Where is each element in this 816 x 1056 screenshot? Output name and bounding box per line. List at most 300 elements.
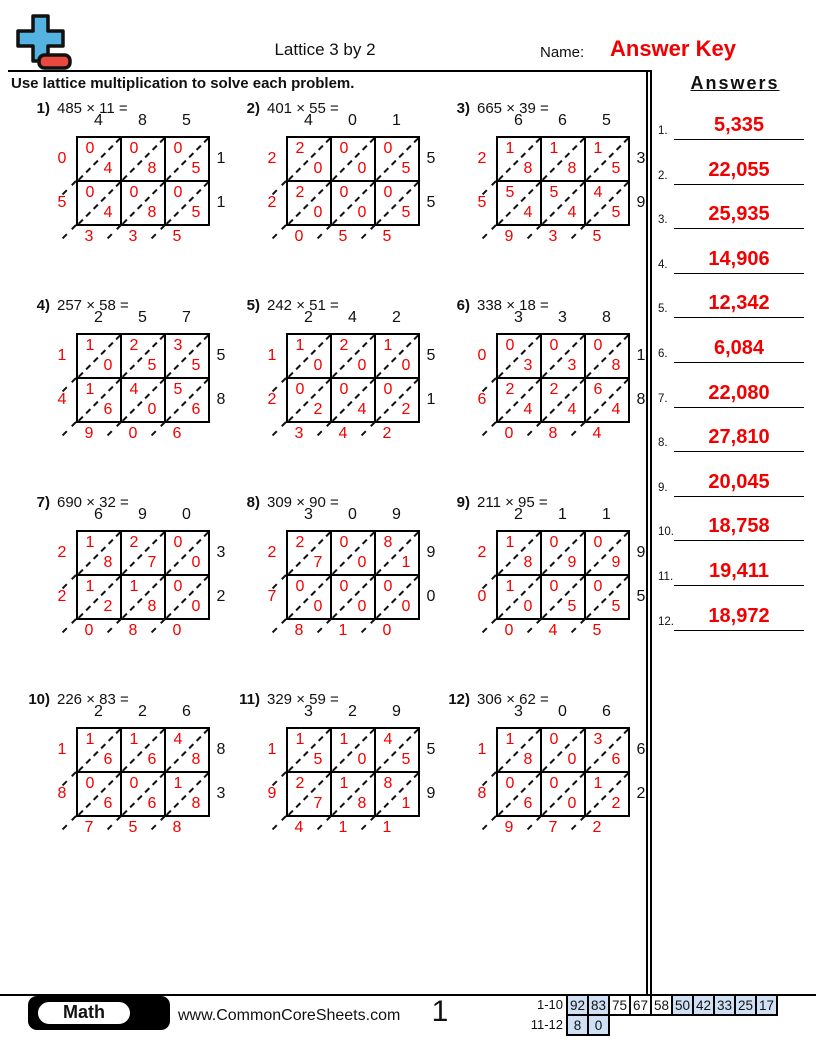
multiplier-digit: 3 (636, 149, 646, 167)
multiplicand-digit: 9 (138, 506, 147, 523)
answer-underline (674, 630, 804, 631)
cell-units-digit: 8 (147, 598, 157, 615)
lattice-cell (375, 181, 419, 225)
multiplicand-digit: 1 (392, 112, 401, 129)
problem-number: 11) (239, 691, 260, 708)
problem-expression: 257 × 58 = (57, 297, 129, 314)
cell-units-digit: 8 (357, 795, 367, 812)
cell-tens-digit: 0 (129, 140, 139, 157)
answer-item (656, 192, 814, 229)
score-value-cell: 75 (608, 994, 631, 1016)
multiplier-digit: 9 (426, 543, 436, 561)
sum-bottom-digit: 6 (172, 425, 182, 442)
answer-item (656, 594, 814, 631)
cell-tens-digit: 4 (129, 381, 139, 398)
problem-expression: 485 × 11 = (57, 100, 128, 117)
cell-units-digit: 5 (191, 357, 201, 374)
cell-units-digit: 0 (357, 598, 367, 615)
multiplicand-digit: 0 (348, 112, 357, 129)
multiplicand-digit: 3 (558, 309, 567, 326)
cell-tens-digit: 2 (295, 140, 305, 157)
lattice-cell (165, 575, 209, 619)
answer-underline (674, 585, 804, 586)
cell-units-digit: 8 (103, 554, 113, 571)
lattice-cell (375, 531, 419, 575)
lattice-cell (497, 728, 541, 772)
problem-9 (440, 494, 656, 644)
sum-bottom-digit: 1 (338, 819, 348, 836)
multiplier-digit: 5 (426, 346, 436, 364)
answer-value: 18,972 (708, 604, 770, 627)
lattice-cell (375, 575, 419, 619)
multiplicand-digit: 5 (138, 309, 147, 326)
multiplicand-digit: 6 (514, 112, 523, 129)
lattice-grid (496, 530, 630, 620)
cell-units-digit: 0 (103, 357, 113, 374)
score-row (528, 1014, 778, 1036)
lattice-cell (77, 181, 121, 225)
lattice-cell (585, 378, 629, 422)
lattice-cell (585, 334, 629, 378)
cell-tens-digit: 1 (295, 731, 305, 748)
multiplicand-digit: 0 (348, 506, 357, 523)
cell-units-digit: 8 (191, 751, 201, 768)
cell-units-digit: 1 (401, 554, 411, 571)
lattice-cell (77, 772, 121, 816)
cell-tens-digit: 0 (383, 381, 393, 398)
cell-units-digit: 5 (401, 751, 411, 768)
problem-expression: 690 × 32 = (57, 494, 129, 511)
cell-tens-digit: 1 (85, 337, 95, 354)
sum-bottom-digit: 0 (504, 425, 514, 442)
cell-units-digit: 6 (147, 795, 157, 812)
sum-left-digit: 2 (267, 390, 277, 408)
cell-units-digit: 8 (523, 751, 533, 768)
answer-underline (674, 362, 804, 363)
lattice-cell (497, 137, 541, 181)
multiplier-digit: 5 (216, 346, 226, 364)
answer-item (656, 504, 814, 541)
answer-value: 22,080 (708, 381, 770, 404)
multiplicand-digit: 0 (182, 506, 191, 523)
cell-tens-digit: 3 (173, 337, 183, 354)
lattice-cell (331, 334, 375, 378)
answer-value: 25,935 (708, 203, 770, 226)
answer-underline (674, 496, 804, 497)
lattice-grid (76, 530, 210, 620)
cell-units-digit: 7 (313, 795, 323, 812)
multiplier-digit: 1 (216, 149, 226, 167)
multiplier-digit: 9 (636, 193, 646, 211)
lattice-cell (77, 728, 121, 772)
cell-tens-digit: 1 (129, 731, 139, 748)
lattice-cell (121, 181, 165, 225)
lattice-grid (286, 727, 420, 817)
cell-tens-digit: 4 (383, 731, 393, 748)
sum-left-digit: 2 (267, 193, 277, 211)
cell-tens-digit: 0 (549, 337, 559, 354)
cell-units-digit: 5 (611, 204, 621, 221)
answer-value: 18,758 (708, 515, 770, 538)
lattice-cell (331, 728, 375, 772)
multiplicand-digit: 2 (94, 703, 103, 720)
cell-units-digit: 4 (523, 401, 533, 418)
cell-units-digit: 1 (401, 795, 411, 812)
answer-number: 7. (658, 392, 668, 405)
multiplicand-digit: 6 (602, 703, 611, 720)
multiplicand-digit: 6 (182, 703, 191, 720)
cell-units-digit: 8 (523, 160, 533, 177)
cell-units-digit: 0 (567, 795, 577, 812)
answer-number: 2. (658, 169, 668, 182)
score-value-cell: 33 (713, 994, 736, 1016)
problem-4 (20, 297, 236, 447)
lattice-cell (331, 137, 375, 181)
cell-units-digit: 7 (313, 554, 323, 571)
answer-value: 6,084 (713, 337, 765, 359)
multiplicand-digit: 2 (348, 703, 357, 720)
lattice-cell (497, 334, 541, 378)
problem-number: 3) (456, 100, 470, 117)
cell-units-digit: 9 (567, 554, 577, 571)
answer-underline (674, 184, 804, 185)
cell-units-digit: 6 (103, 795, 113, 812)
problem-5 (230, 297, 446, 447)
lattice-cell (121, 531, 165, 575)
problem-10 (20, 691, 236, 841)
problem-8 (230, 494, 446, 644)
sum-left-digit: 0 (477, 587, 487, 605)
cell-units-digit: 5 (611, 160, 621, 177)
cell-tens-digit: 0 (173, 184, 183, 201)
cell-tens-digit: 6 (593, 381, 603, 398)
lattice-cell (331, 575, 375, 619)
cell-tens-digit: 1 (129, 578, 139, 595)
cell-units-digit: 0 (567, 751, 577, 768)
cell-units-digit: 5 (147, 357, 157, 374)
answer-value: 14,906 (708, 247, 770, 270)
score-value-cell: 0 (587, 1014, 610, 1036)
cell-units-digit: 8 (147, 160, 157, 177)
cell-units-digit: 4 (523, 204, 533, 221)
cell-units-digit: 5 (401, 160, 411, 177)
problem-expression: 306 × 62 = (477, 691, 549, 708)
answer-underline (674, 451, 804, 452)
lattice-cell (375, 334, 419, 378)
cell-tens-digit: 0 (383, 140, 393, 157)
score-value-cell: 17 (755, 994, 778, 1016)
multiplier-digit: 5 (426, 740, 436, 758)
answer-item (656, 460, 814, 497)
multiplicand-digit: 2 (94, 309, 103, 326)
sum-left-digit: 2 (267, 543, 277, 561)
cell-tens-digit: 1 (383, 337, 393, 354)
sum-bottom-digit: 5 (172, 228, 182, 245)
problem-7 (20, 494, 236, 644)
website-url: www.CommonCoreSheets.com (178, 1007, 401, 1024)
sum-bottom-digit: 2 (382, 425, 392, 442)
problem-expression: 211 × 95 = (477, 494, 548, 511)
cell-tens-digit: 0 (173, 534, 183, 551)
answer-item (656, 281, 814, 318)
lattice-cell (331, 531, 375, 575)
math-badge-label: Math (36, 1000, 132, 1026)
cell-units-digit: 6 (523, 795, 533, 812)
sum-bottom-digit: 9 (504, 228, 514, 245)
multiplicand-digit: 5 (602, 112, 611, 129)
answer-number: 9. (658, 481, 668, 494)
lattice-cell (331, 772, 375, 816)
multiplicand-digit: 3 (304, 703, 313, 720)
lattice-cell (375, 137, 419, 181)
cell-units-digit: 5 (191, 204, 201, 221)
cell-tens-digit: 0 (593, 534, 603, 551)
sum-left-digit: 1 (57, 346, 67, 364)
cell-tens-digit: 0 (505, 337, 515, 354)
lattice-cell (497, 531, 541, 575)
lattice-cell (287, 728, 331, 772)
sum-left-digit: 7 (267, 587, 277, 605)
lattice-grid (496, 727, 630, 817)
cell-units-digit: 0 (357, 357, 367, 374)
problem-number: 1) (36, 100, 50, 117)
multiplicand-digit: 7 (182, 309, 191, 326)
lattice-cell (541, 334, 585, 378)
lattice-cell (375, 378, 419, 422)
lattice-cell (287, 137, 331, 181)
answer-number: 3. (658, 214, 668, 227)
cell-tens-digit: 2 (295, 184, 305, 201)
lattice-cell (541, 531, 585, 575)
answer-item (656, 103, 814, 140)
lattice-grid (76, 136, 210, 226)
cell-units-digit: 2 (313, 401, 323, 418)
lattice-cell (77, 137, 121, 181)
lattice-cell (585, 137, 629, 181)
cell-units-digit: 0 (191, 554, 201, 571)
lattice-grid (286, 136, 420, 226)
lattice-cell (121, 772, 165, 816)
multiplier-digit: 3 (216, 784, 226, 802)
sum-left-digit: 9 (267, 784, 277, 802)
answer-number: 12. (658, 615, 674, 628)
multiplier-digit: 8 (216, 390, 226, 408)
answer-number: 11. (658, 571, 674, 583)
cell-units-digit: 5 (401, 204, 411, 221)
multiplier-digit: 2 (216, 587, 226, 605)
sum-left-digit: 1 (267, 740, 277, 758)
sum-bottom-digit: 7 (548, 819, 558, 836)
answer-number: 4. (658, 258, 668, 271)
sum-bottom-digit: 1 (338, 622, 348, 639)
cell-units-digit: 3 (523, 357, 533, 374)
cell-tens-digit: 1 (549, 140, 559, 157)
sum-bottom-digit: 8 (294, 622, 304, 639)
multiplier-digit: 6 (636, 740, 646, 758)
multiplicand-digit: 3 (514, 703, 523, 720)
answer-item (656, 326, 814, 363)
lattice-cell (585, 181, 629, 225)
problem-number: 4) (36, 297, 50, 314)
answer-value: 27,810 (708, 426, 770, 449)
answer-value: 22,055 (708, 158, 770, 181)
cell-tens-digit: 0 (339, 534, 349, 551)
lattice-cell (165, 181, 209, 225)
cell-tens-digit: 2 (295, 534, 305, 551)
cell-tens-digit: 1 (593, 140, 603, 157)
multiplicand-digit: 4 (304, 112, 313, 129)
cell-tens-digit: 1 (85, 731, 95, 748)
lattice-cell (585, 772, 629, 816)
cell-units-digit: 0 (357, 554, 367, 571)
cell-units-digit: 0 (313, 598, 323, 615)
sum-left-digit: 8 (477, 784, 487, 802)
sum-left-digit: 1 (267, 346, 277, 364)
multiplier-digit: 9 (636, 543, 646, 561)
sum-left-digit: 5 (57, 193, 67, 211)
cell-units-digit: 6 (103, 401, 113, 418)
multiplier-digit: 1 (636, 346, 646, 364)
cell-units-digit: 8 (523, 554, 533, 571)
cell-units-digit: 6 (611, 751, 621, 768)
lattice-cell (121, 137, 165, 181)
lattice-cell (541, 575, 585, 619)
cell-tens-digit: 1 (505, 534, 515, 551)
problem-number: 6) (456, 297, 470, 314)
sum-bottom-digit: 5 (128, 819, 138, 836)
multiplier-digit: 0 (426, 587, 436, 605)
multiplier-digit: 1 (426, 390, 436, 408)
cell-units-digit: 0 (401, 598, 411, 615)
lattice-cell (165, 137, 209, 181)
sum-bottom-digit: 5 (592, 228, 602, 245)
multiplicand-digit: 1 (602, 506, 611, 523)
cell-tens-digit: 0 (383, 578, 393, 595)
cell-tens-digit: 3 (593, 731, 603, 748)
cell-tens-digit: 0 (85, 184, 95, 201)
answer-item (656, 371, 814, 408)
cell-tens-digit: 0 (295, 578, 305, 595)
cell-units-digit: 0 (357, 751, 367, 768)
lattice-cell (77, 378, 121, 422)
cell-units-digit: 4 (611, 401, 621, 418)
answer-key-text: Answer Key (610, 36, 736, 61)
cell-units-digit: 0 (401, 357, 411, 374)
lattice-cell (541, 181, 585, 225)
cell-units-digit: 0 (357, 204, 367, 221)
score-table (528, 994, 778, 1036)
worksheet-title: Lattice 3 by 2 (274, 40, 376, 59)
cell-tens-digit: 0 (549, 775, 559, 792)
sum-bottom-digit: 4 (294, 819, 304, 836)
multiplicand-digit: 2 (304, 309, 313, 326)
lattice-cell (541, 728, 585, 772)
lattice-cell (541, 378, 585, 422)
lattice-cell (77, 334, 121, 378)
lattice-grid (76, 333, 210, 423)
problem-number: 2) (246, 100, 260, 117)
problem-11 (230, 691, 446, 841)
sum-bottom-digit: 9 (504, 819, 514, 836)
sum-bottom-digit: 0 (382, 622, 392, 639)
sum-left-digit: 5 (477, 193, 487, 211)
cell-tens-digit: 0 (339, 578, 349, 595)
answer-underline (674, 228, 804, 229)
multiplicand-digit: 4 (94, 112, 103, 129)
sum-left-digit: 2 (477, 543, 487, 561)
sum-bottom-digit: 0 (172, 622, 182, 639)
score-value-cell: 92 (566, 994, 589, 1016)
answer-item (656, 415, 814, 452)
cell-units-digit: 0 (313, 204, 323, 221)
instruction-text: Use lattice multiplication to solve each problem. (11, 75, 355, 92)
multiplicand-digit: 6 (94, 506, 103, 523)
cell-units-digit: 0 (313, 357, 323, 374)
answer-value: 19,411 (708, 560, 770, 582)
multiplicand-digit: 1 (558, 506, 567, 523)
answer-number: 8. (658, 437, 668, 450)
problem-expression: 242 × 51 = (267, 297, 339, 314)
answer-value: 20,045 (708, 470, 770, 493)
cell-tens-digit: 1 (85, 381, 95, 398)
lattice-cell (497, 772, 541, 816)
cell-tens-digit: 0 (505, 775, 515, 792)
cell-units-digit: 3 (567, 357, 577, 374)
lattice-grid (286, 333, 420, 423)
lattice-cell (165, 334, 209, 378)
lattice-cell (121, 728, 165, 772)
sum-left-digit: 4 (57, 390, 67, 408)
sum-left-digit: 2 (57, 587, 67, 605)
multiplier-digit: 2 (636, 784, 646, 802)
cell-units-digit: 5 (191, 160, 201, 177)
sum-bottom-digit: 8 (128, 622, 138, 639)
cell-tens-digit: 5 (549, 184, 559, 201)
answer-underline (674, 139, 804, 140)
score-value-cell: 83 (587, 994, 610, 1016)
cell-tens-digit: 0 (173, 140, 183, 157)
lattice-grid (76, 727, 210, 817)
score-row (528, 994, 778, 1016)
lattice-cell (165, 728, 209, 772)
cell-units-digit: 5 (611, 598, 621, 615)
cell-tens-digit: 2 (129, 534, 139, 551)
sum-bottom-digit: 4 (548, 622, 558, 639)
cell-units-digit: 9 (611, 554, 621, 571)
cell-units-digit: 4 (567, 401, 577, 418)
cell-tens-digit: 0 (549, 534, 559, 551)
lattice-cell (121, 575, 165, 619)
multiplicand-digit: 3 (304, 506, 313, 523)
multiplier-digit: 5 (426, 149, 436, 167)
multiplicand-digit: 4 (348, 309, 357, 326)
cell-tens-digit: 1 (295, 337, 305, 354)
multiplicand-digit: 3 (514, 309, 523, 326)
cell-tens-digit: 0 (295, 381, 305, 398)
cell-units-digit: 0 (147, 401, 157, 418)
answers-heading: Answers (690, 73, 780, 93)
score-value-cell: 58 (650, 994, 673, 1016)
score-range-label: 1-10 (536, 997, 563, 1012)
cell-tens-digit: 0 (173, 578, 183, 595)
problem-12 (440, 691, 656, 841)
sum-bottom-digit: 1 (382, 819, 392, 836)
answer-number: 5. (658, 303, 668, 316)
cell-tens-digit: 0 (593, 578, 603, 595)
cell-tens-digit: 5 (173, 381, 183, 398)
problem-expression: 338 × 18 = (477, 297, 549, 314)
sum-left-digit: 8 (57, 784, 67, 802)
